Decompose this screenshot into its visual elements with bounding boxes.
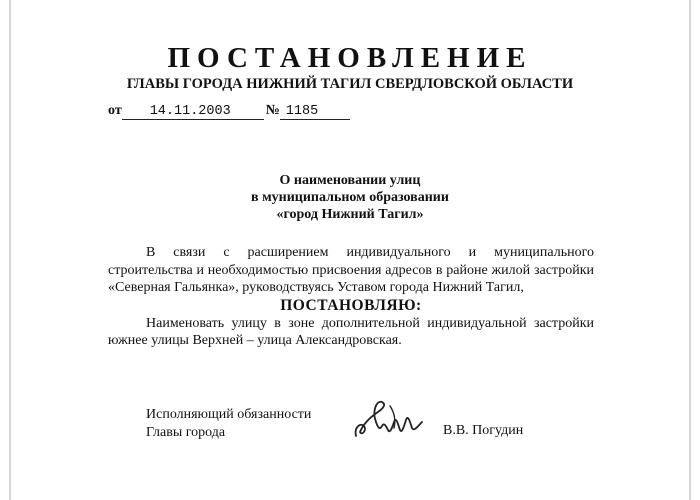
document-heading <box>0 172 700 223</box>
scan-edge-left <box>9 0 11 500</box>
document-number: 1185 <box>280 104 350 120</box>
date-number-line <box>108 103 350 120</box>
paragraph-preamble: В связи с расширением индивидуального и муниципального строительства и необходимостью присвоения адресов в районе жилой застройки «Северная Гальянка», руководствуясь Уставом города Нижний Тагил, <box>108 245 594 295</box>
document-body <box>108 244 594 350</box>
signatory-position-line-1: Исполняющий обязанности <box>146 407 312 422</box>
signatory-position-line-2: Главы города <box>146 425 226 440</box>
document-subtitle: ГЛАВЫ ГОРОДА НИЖНИЙ ТАГИЛ СВЕРДЛОВСКОЙ ОБЛАСТИ <box>126 76 574 92</box>
document-date: 14.11.2003 <box>122 104 264 120</box>
date-prefix: от <box>108 103 122 118</box>
handwritten-signature <box>350 392 430 446</box>
document-title: ПОСТАНОВЛЕНИЕ <box>167 42 533 74</box>
number-prefix: № <box>265 103 280 118</box>
heading-line-3: «город Нижний Тагил» <box>276 207 424 222</box>
paragraph-resolution: Наименовать улицу в зоне дополнительной индивидуальной застройки южнее улицы Верхней – улица Александровская. <box>108 315 594 348</box>
scan-edge-right <box>689 0 691 500</box>
signatory-name: В.В. Погудин <box>443 423 524 438</box>
heading-line-2: в муниципальном образовании <box>251 190 449 205</box>
decree-word: ПОСТАНОВЛЯЮ: <box>280 296 422 314</box>
signatory-position <box>146 406 311 442</box>
heading-line-1: О наименовании улиц <box>279 173 421 188</box>
